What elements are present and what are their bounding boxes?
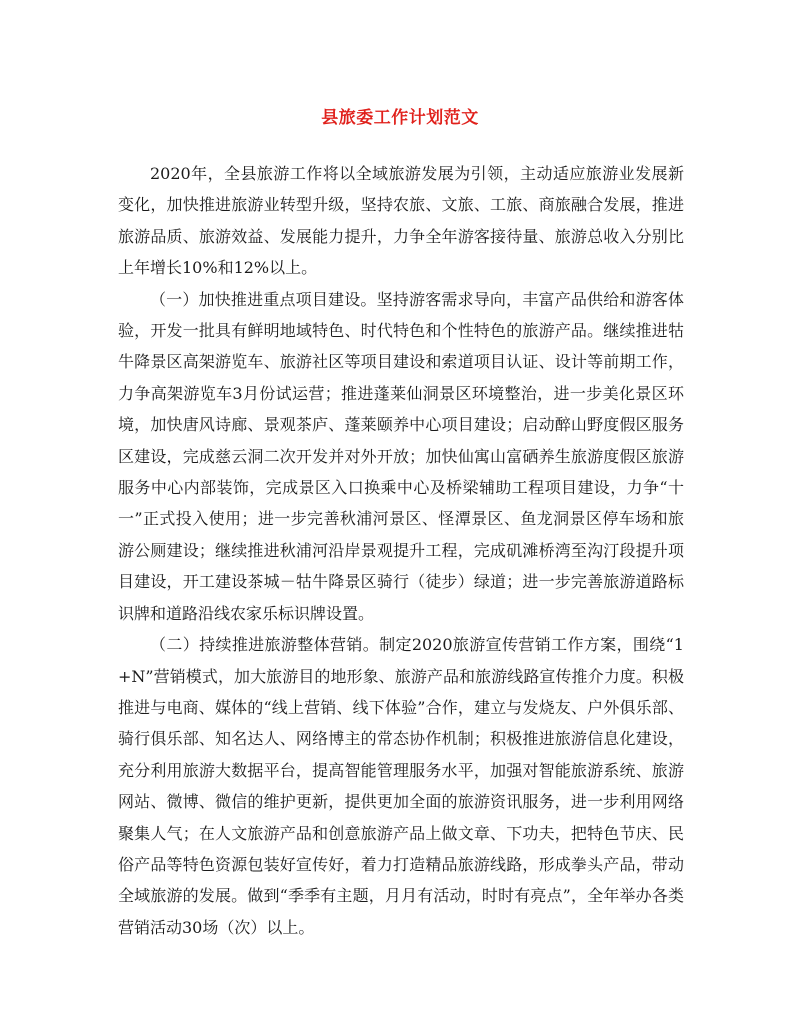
section-1-paragraph: （一）加快推进重点项目建设。坚持游客需求导向，丰富产品供给和游客体验，开发一批具有鲜明地域特色、时代特色和个性特色的旅游产品。继续推进牯牛降景区高架游览车、旅游社区等项目建设和索道项目认证、设计等前期工作，力争高架游览车3月份试运营；推进蓬莱仙洞景区环境整治，进一步美化景区环境，加快唐风诗廊、景观茶庐、蓬莱颐养中心项目建设；启动醉山野度假区服务区建设，完成慈云洞二次开发并对外开放；加快仙寓山富硒养生旅游度假区旅游服务中心内部装饰，完成景区入口换乘中心及桥梁辅助工程项目建设，力争“十一”正式投入使用；进一步完善秋浦河景区、怪潭景区、鱼龙洞景区停车场和旅游公厕建设；继续推进秋浦河沿岸景观提升工程，完成矶滩桥湾至沟汀段提升项目建设，开工建设茶城－牯牛降景区骑行（徒步）绿道；进一步完善旅游道路标识牌和道路沿线农家乐标识牌设置。 — [118, 289, 684, 623]
intro-paragraph: 2020年，全县旅游工作将以全域旅游发展为引领，主动适应旅游业发展新变化，加快推进旅游业转型升级，坚持农旅、文旅、工旅、商旅融合发展，推进旅游品质、旅游效益、发展能力提升，力争全年游客接待量、旅游总收入分别比上年增长10%和12%以上。 — [118, 164, 684, 278]
document-body — [118, 158, 684, 943]
section-2-paragraph: （二）持续推进旅游整体营销。制定2020旅游宣传营销工作方案，围绕“1+N”营销模式，加大旅游目的地形象、旅游产品和旅游线路宣传推介力度。积极推进与电商、媒体的“线上营销、线下体验”合作，建立与发烧友、户外俱乐部、骑行俱乐部、知名达人、网络博主的常态协作机制；积极推进旅游信息化建设，充分利用旅游大数据平台，提高智能管理服务水平，加强对智能旅游系统、旅游网站、微博、微信的维护更新，提供更加全面的旅游资讯服务，进一步利用网络聚集人气；在人文旅游产品和创意旅游产品上做文章、下功夫，把特色节庆、民俗产品等特色资源包装好宣传好，着力打造精品旅游线路，形成拳头产品，带动全域旅游的发展。做到“季季有主题，月月有活动，时时有亮点”，全年举办各类营销活动30场（次）以上。 — [118, 635, 684, 937]
document-title: 县旅委工作计划范文 — [321, 108, 479, 128]
